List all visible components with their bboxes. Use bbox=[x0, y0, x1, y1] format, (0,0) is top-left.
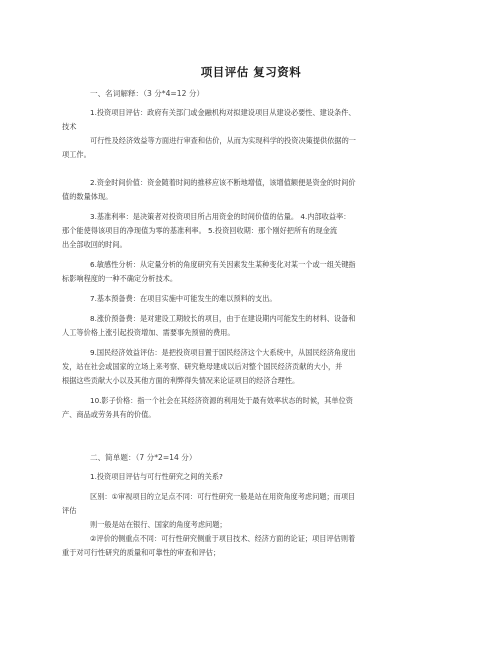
paragraph-term-10 bbox=[62, 394, 444, 422]
section-heading-terms: 一、名词解释：（3 分*4=12 分） bbox=[90, 89, 205, 98]
text-line: 9.国民经济效益评估：是把投资项目置于国民经济这个大系统中，从国民经济角度出 bbox=[90, 348, 356, 357]
paragraph-term-7 bbox=[62, 292, 444, 306]
paragraph-term-8 bbox=[62, 312, 444, 340]
text-line: 1.投资项目评估：政府有关部门或金融机构对拟建设项目从建设必要性、建设条件、 bbox=[90, 108, 356, 117]
text-line: 则一般是站在银行、国家的角度考虑问题； bbox=[90, 520, 227, 529]
text-line: 10.影子价格：指一个社会在其经济资源的利用处于最有效率状态的时候，其单位资 bbox=[90, 396, 353, 405]
text-line: 发，站在社会或国家的立场上来考察、研究艳母建成以后对整个国民经济贡献的大小，并 bbox=[62, 362, 343, 371]
paragraph-term-9 bbox=[62, 346, 444, 388]
paragraph-term-6 bbox=[62, 258, 444, 286]
text-line: 8.涨价预备费：是对建设工期较长的项目，由于在建设期内可能发生的材料、设备和 bbox=[90, 314, 356, 323]
text-line: 标影响程度的一种不确定分析技术。 bbox=[62, 274, 178, 283]
text-line: 6.敏感性分析：从定量分析的角度研究有关因素发生某种变化对某一个或一组关键指 bbox=[90, 260, 356, 269]
text-line: 项工作。 bbox=[62, 150, 91, 159]
document-title: 项目评估 复习资料 bbox=[200, 65, 302, 79]
paragraph-term-2 bbox=[62, 176, 444, 204]
question-1 bbox=[62, 470, 444, 484]
text-line: 评估 bbox=[62, 506, 77, 515]
text-line: 值的数量体现。 bbox=[62, 192, 113, 201]
paragraph-term-3-5 bbox=[62, 210, 444, 252]
text-line: 区别：①审视项目的立足点不同：可行性研究一般是站在用资角度考虑问题；而项目 bbox=[90, 492, 356, 501]
text-line: 3.基准利率：是决策者对投资项目所占用资金的时间价值的估量。 4.内部收益率： bbox=[90, 212, 351, 221]
section-heading-short-answer: 二、简单题：（7 分*2=14 分） bbox=[90, 453, 197, 462]
text-line: 出全部收回的时间。 bbox=[62, 240, 127, 249]
text-line: ②评价的侧重点不同：可行性研究侧重于项目技术、经济方面的论证；项目评估则着 bbox=[90, 534, 356, 543]
text-line: 人工等价格上涨引起投资增加、需要事先预留的费用。 bbox=[62, 328, 235, 337]
text-line: 1.投资项目评估与可行性研究之间的关系? bbox=[90, 472, 223, 481]
text-line: 根据这些贡献大小以及其他方面的利弊得失情况来论证项目的经济合理性。 bbox=[62, 376, 300, 385]
text-line: 7.基本预备费：在项目实施中可能发生的难以预料的支出。 bbox=[90, 294, 277, 303]
text-line: 技术 bbox=[62, 122, 77, 131]
text-line: 2.资金时间价值：资金随着时间的推移应该不断地增值，该增值额便是资金的时间价 bbox=[90, 178, 356, 187]
text-line: 重于对可行性研究的质量和可靠性的审查和评估； bbox=[62, 548, 221, 557]
text-line: 产、商品或劳务具有的价值。 bbox=[62, 410, 156, 419]
text-line: 可行性及经济效益等方面进行审查和估价，从而为实现科学的投资决策提供依据的一 bbox=[90, 136, 356, 145]
answer-1 bbox=[62, 490, 444, 560]
text-line: 那个能使得该项目的净现值为零的基准利率。 5.投资回收期：那个刚好把所有的现金流 bbox=[62, 226, 338, 235]
paragraph-term-1 bbox=[62, 106, 444, 162]
